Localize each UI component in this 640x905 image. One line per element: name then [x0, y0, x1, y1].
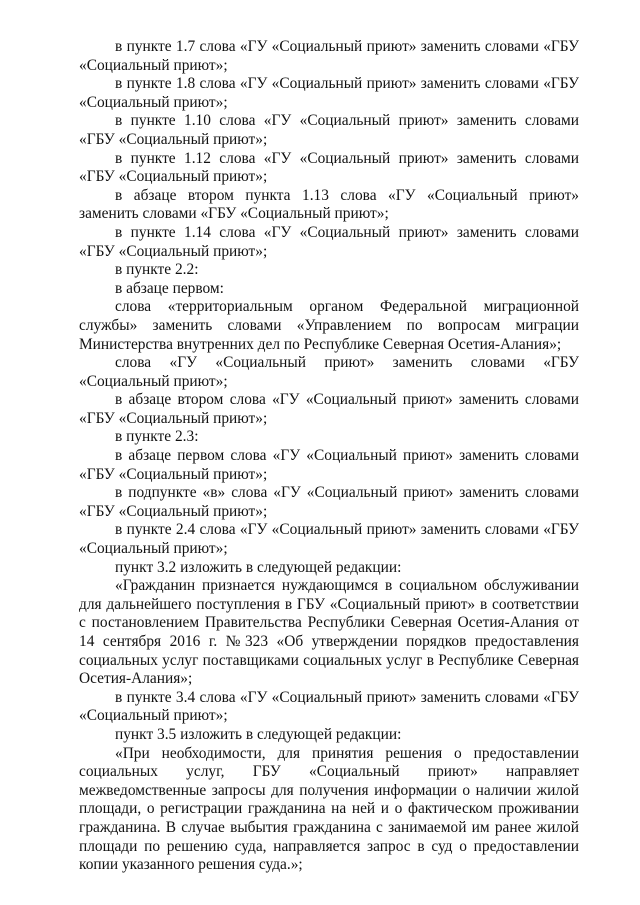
paragraph-18: в пункте 3.4 слова «ГУ «Социальный приют» заменить словами «ГБУ «Социальный приют»; — [79, 688, 579, 725]
paragraph-19: пункт 3.5 изложить в следующей редакции: — [115, 725, 402, 743]
paragraph-11: в абзаце втором слова «ГУ «Социальный приют» заменить словами «ГБУ «Социальный приют»; — [79, 391, 579, 427]
document-page — [79, 38, 579, 875]
paragraph-13: в абзаце первом слова «ГУ «Социальный приют» заменить словами «ГБУ «Социальный приют»; — [79, 447, 579, 483]
paragraph-2: в пункте 1.8 слова «ГУ «Социальный приют» заменить словами «ГБУ «Социальный приют»; — [79, 75, 579, 111]
paragraph-12: в пункте 2.3: — [115, 428, 199, 446]
paragraph-8: в абзаце первом: — [115, 279, 224, 297]
paragraph-16: пункт 3.2 изложить в следующей редакции: — [115, 558, 402, 576]
paragraph-7: в пункте 2.2: — [115, 261, 199, 279]
paragraph-3: в пункте 1.10 слова «ГУ «Социальный приют» заменить словами «ГБУ «Социальный приют»; — [79, 112, 579, 148]
paragraph-20: «При необходимости, для принятия решения о предоставлении социальных услуг, ГБУ «Социальный приют» направляет межведомственные запросы для получения информации о наличии жилой площади, о регистрации гражданина на ней и о фактическом проживании гражданина. В случае выбытия гражданина с занимаемой им ранее жилой площади по решению суда, направляется запрос в суд о предоставлении копии указанного решения суда.»; — [79, 744, 579, 874]
paragraph-6: в пункте 1.14 слова «ГУ «Социальный приют» заменить словами «ГБУ «Социальный приют»; — [79, 223, 579, 260]
paragraph-17: «Гражданин признается нуждающимся в социальном обслуживании для дальнейшего поступления в ГБУ «Социальный приют» в соответствии с постановлением Правительства Республики Северная Осетия-Алания от 14 сентября 2016 г. №323 «Об утверждении порядков предоставления социальных услуг поставщиками социальных услуг в Республике Северная Осетия-Алания»; — [79, 577, 579, 688]
paragraph-10: слова «ГУ «Социальный приют» заменить словами «ГБУ «Социальный приют»; — [79, 354, 579, 390]
paragraph-15: в пункте 2.4 слова «ГУ «Социальный приют» заменить словами «ГБУ «Социальный приют»; — [79, 521, 579, 558]
paragraph-5: в абзаце втором пункта 1.13 слова «ГУ «Социальный приют» заменить словами «ГБУ «Социальный приют»; — [79, 186, 579, 223]
paragraph-9: слова «территориальным органом Федеральной миграционной службы» заменить словами «Управлением по вопросам миграции Министерства внутренних дел по Республике Северная Осетия-Алания»; — [79, 298, 579, 353]
paragraph-14: в подпункте «в» слова «ГУ «Социальный приют» заменить словами «ГБУ «Социальный приют»; — [79, 484, 579, 520]
paragraph-1: в пункте 1.7 слова «ГУ «Социальный приют» заменить словами «ГБУ «Социальный приют»; — [79, 38, 579, 74]
paragraph-4: в пункте 1.12 слова «ГУ «Социальный приют» заменить словами «ГБУ «Социальный приют»; — [79, 149, 579, 186]
